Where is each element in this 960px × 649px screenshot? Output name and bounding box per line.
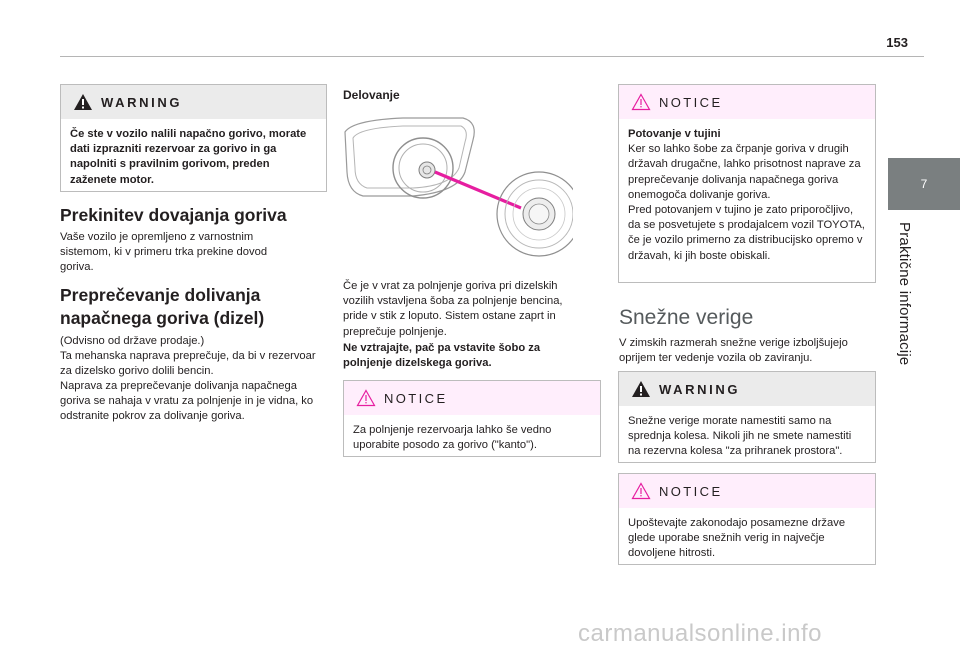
page-number: 153 xyxy=(886,35,908,50)
notice-label: NOTICE xyxy=(384,391,448,406)
section-title-misfuel-line1: Preprečevanje dolivanja xyxy=(60,285,261,305)
misfuel-text-device: Ta mehanska naprava preprečuje, da bi v rezervoar za dizelsko gorivo dolili bencin. xyxy=(60,350,316,378)
chapter-tab[interactable]: 7 xyxy=(888,158,960,210)
notice-label: NOTICE xyxy=(659,484,723,499)
section-text-fuel-cutoff: Vaše vozilo je opremljeno z varnostnim sistemom, ki v primeru trka prekine dovod goriva. xyxy=(60,231,268,274)
warning-triangle-icon xyxy=(631,380,651,398)
chapter-label: Praktične informacije xyxy=(896,222,913,366)
misfuel-text-location: Naprava za preprečevanje dolivanja napačnega goriva se nahaja v vratu za polnjenje in je vidna, ko odstranite pokrov za dolivanje goriva. xyxy=(60,380,314,423)
warning-label: WARNING xyxy=(101,95,183,110)
notice-triangle-icon xyxy=(356,389,376,407)
warning-label: WARNING xyxy=(659,382,741,397)
warning-text: Če ste v vozilo nalili napačno gorivo, morate dati izprazniti rezervoar za gorivo in ga napolniti s pravilnim gorivom, preden zaženete motor. xyxy=(70,128,307,186)
notice-text: Za polnjenje rezervoarja lahko še vedno uporabite posodo za gorivo ("kanto"). xyxy=(353,424,552,452)
notice-triangle-icon xyxy=(631,93,651,111)
snow-chains-text: V zimskih razmerah snežne verige izboljšujejo oprijem ter vedenje vozila ob zaviranju. xyxy=(619,337,848,365)
warning-box-snow-chains xyxy=(618,371,876,463)
notice-text-travel: Ker so lahko šobe za črpanje goriva v drugih državah drugačne, lahko prisotnost naprave za preprečevanje dolivanja napačnega goriva onemogoča dolivanje goriva. xyxy=(628,143,861,201)
section-title-snow-chains: Snežne verige xyxy=(619,306,754,329)
operation-heading: Delovanje xyxy=(343,88,400,102)
notice-text-travel-advice: Pred potovanjem v tujino je zato priporočljivo, da se posvetujete s prodajalcem vozil TOYOTA, če je vozilo primerno za distribucijsko opremo v državah, ki jih boste obiskali. xyxy=(628,204,865,262)
notice-triangle-icon xyxy=(631,482,651,500)
notice-box-travel xyxy=(618,84,876,283)
header-divider xyxy=(60,56,924,57)
misfuel-text-availability: (Odvisno od države prodaje.) xyxy=(60,335,205,347)
section-title-misfuel-line2: napačnega goriva (dizel) xyxy=(60,308,265,328)
operation-bold-text: Ne vztrajajte, pač pa vstavite šobo za polnjenje dizelskega goriva. xyxy=(343,342,541,370)
notice-box-canister xyxy=(343,380,601,457)
notice-text-legislation: Upoštevajte zakonodajo posamezne države glede uporabe snežnih verig in največje dovoljene hitrosti. xyxy=(628,517,846,560)
warning-text-snow-chains: Snežne verige morate namestiti samo na sprednja kolesa. Nikoli jih ne smete namestiti na rezervna kolesa "za prihranek prostora". xyxy=(628,415,852,458)
notice-label: NOTICE xyxy=(659,95,723,110)
warning-triangle-icon xyxy=(73,93,93,111)
fuel-filler-illustration xyxy=(343,112,573,262)
notice-box-legislation xyxy=(618,473,876,565)
operation-text: Če je v vrat za polnjenje goriva pri dizelskih vozilih vstavljena šoba za polnjenje bencina, pride v stik z loputo. Sistem ostane zaprt in preprečuje polnjenje. xyxy=(343,280,563,338)
notice-title-travel: Potovanje v tujini xyxy=(628,128,721,140)
warning-box-fuel xyxy=(60,84,327,192)
watermark: carmanualsonline.info xyxy=(578,620,822,647)
section-title-fuel-cutoff: Prekinitev dovajanja goriva xyxy=(60,205,287,225)
